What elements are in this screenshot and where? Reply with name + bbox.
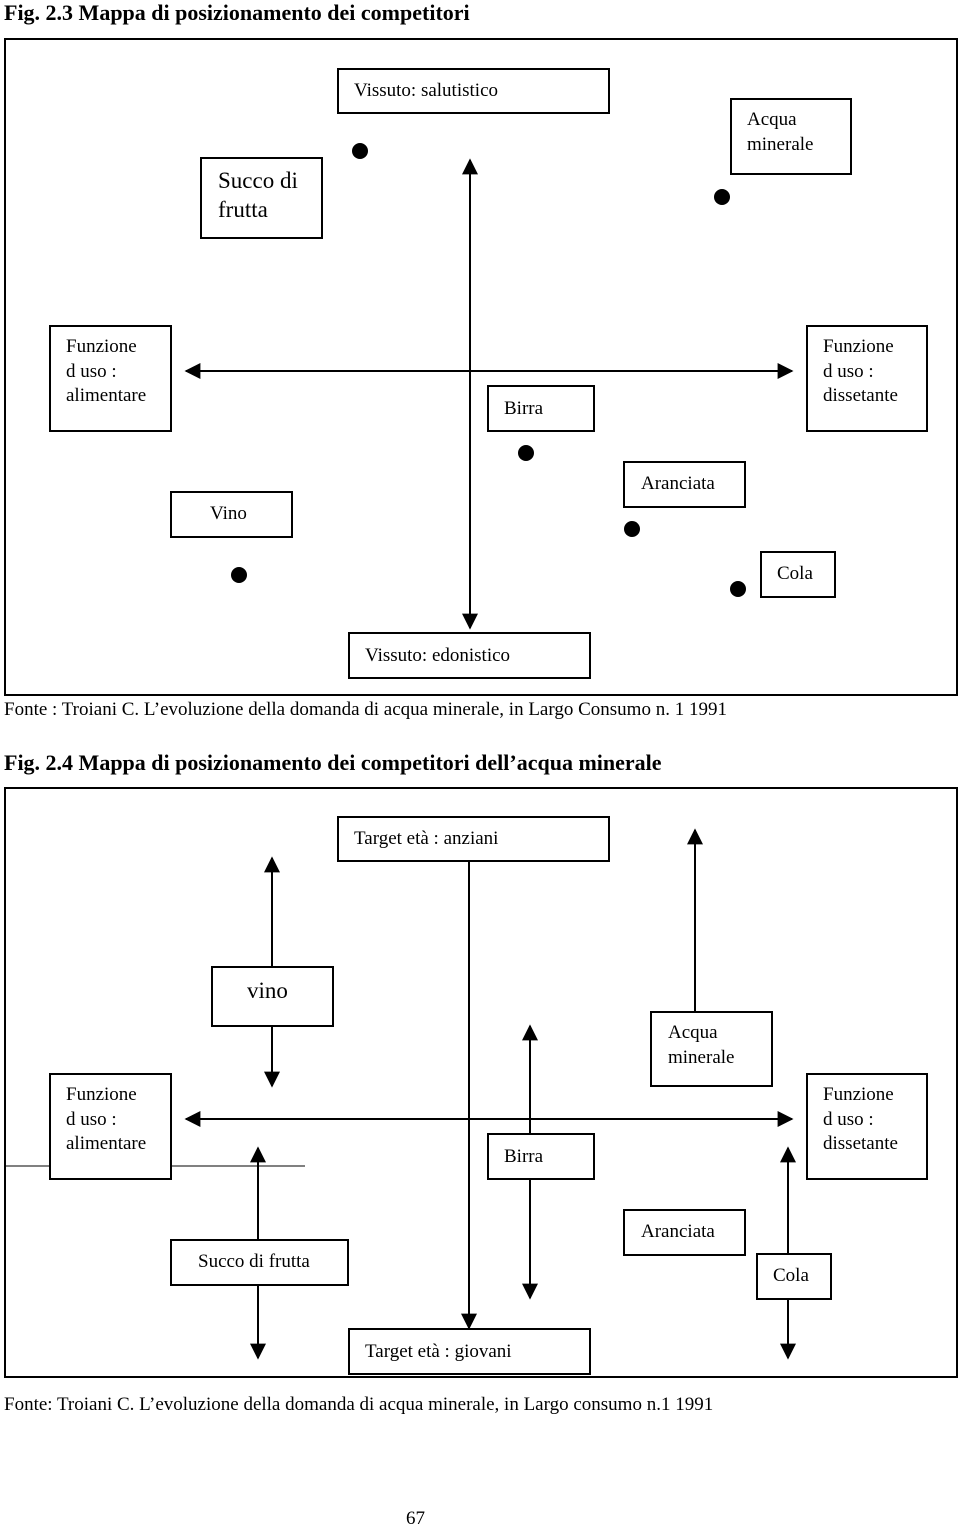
fig1-product-birra-label: Birra bbox=[504, 398, 544, 419]
fig1-axis-left-line2: d uso : bbox=[66, 360, 117, 382]
fig1-axis-right-box bbox=[806, 325, 928, 432]
fig2-product-cola-label: Cola bbox=[773, 1265, 809, 1286]
fig2-product-vino-label: vino bbox=[247, 978, 288, 1003]
fig2-axis-bottom-box bbox=[348, 1328, 591, 1375]
fig2-axis-right-line3: dissetante bbox=[823, 1133, 898, 1155]
fig2-axis-bottom-label: Target età : giovani bbox=[365, 1341, 512, 1362]
fig2-axis-left-line3: alimentare bbox=[66, 1133, 147, 1155]
fig2-product-acqua-box bbox=[650, 1011, 773, 1087]
fig2-product-acqua-line1: Acqua bbox=[668, 1022, 718, 1043]
fig1-product-succo-line1: Succo di bbox=[218, 168, 298, 193]
fig1-dot-birra bbox=[518, 445, 534, 461]
fig2-axis-right-box bbox=[806, 1073, 928, 1180]
fig1-axis-right-line3: dissetante bbox=[823, 385, 898, 407]
fig2-axis-top-box bbox=[337, 816, 610, 862]
fig1-axis-bottom-box bbox=[348, 632, 591, 679]
fig1-product-aranciata-label: Aranciata bbox=[641, 473, 715, 494]
fig1-product-birra-box bbox=[487, 385, 595, 432]
fig1-product-succo-box bbox=[200, 157, 323, 239]
fig1-product-vino-box bbox=[170, 491, 293, 538]
fig1-product-succo-line2: frutta bbox=[218, 196, 268, 222]
fig2-product-aranciata-label: Aranciata bbox=[641, 1221, 715, 1242]
fig1-product-cola-box bbox=[760, 551, 836, 598]
page-number: 67 bbox=[406, 1508, 425, 1529]
fig1-dot-succo bbox=[352, 143, 368, 159]
fig1-axis-left-line1: Funzione bbox=[66, 336, 137, 357]
fig2-axis-left-line1: Funzione bbox=[66, 1084, 137, 1105]
fig1-product-acqua-box bbox=[730, 98, 852, 175]
fig2-product-aranciata-box bbox=[623, 1209, 746, 1256]
fig2-product-succo-box bbox=[170, 1239, 349, 1286]
fig1-dot-vino bbox=[231, 567, 247, 583]
fig2-product-cola-box bbox=[756, 1253, 832, 1300]
fig2-axis-left-box bbox=[49, 1073, 172, 1180]
fig1-product-acqua-line1: Acqua bbox=[747, 109, 797, 130]
fig1-product-vino-label: Vino bbox=[210, 503, 247, 524]
fig2-title: Fig. 2.4 Mappa di posizionamento dei competitori dell’acqua minerale bbox=[4, 750, 662, 775]
fig2-product-acqua-line2: minerale bbox=[668, 1046, 735, 1068]
fig1-source: Fonte : Troiani C. L’evoluzione della domanda di acqua minerale, in Largo Consumo n. 1 1991 bbox=[4, 699, 727, 720]
fig1-dot-aranciata bbox=[624, 521, 640, 537]
fig1-axis-top-label: Vissuto: salutistico bbox=[354, 80, 499, 101]
fig1-axis-top-box bbox=[337, 68, 610, 114]
fig2-axis-right-line1: Funzione bbox=[823, 1084, 894, 1105]
fig1-dot-cola bbox=[730, 581, 746, 597]
fig2-product-birra-box bbox=[487, 1133, 595, 1180]
fig1-dot-acqua bbox=[714, 189, 730, 205]
fig2-product-succo-label: Succo di frutta bbox=[198, 1251, 310, 1272]
fig1-axis-left-line3: alimentare bbox=[66, 385, 147, 407]
fig2-axis-right-line2: d uso : bbox=[823, 1108, 874, 1130]
fig1-axis-right-line2: d uso : bbox=[823, 360, 874, 382]
fig2-product-vino-box bbox=[211, 966, 334, 1027]
fig2-axis-top-label: Target età : anziani bbox=[354, 828, 499, 849]
fig1-product-aranciata-box bbox=[623, 461, 746, 508]
fig1-axis-right-line1: Funzione bbox=[823, 336, 894, 357]
fig2-source: Fonte: Troiani C. L’evoluzione della domanda di acqua minerale, in Largo consumo n.1 1991 bbox=[4, 1394, 714, 1415]
fig1-axis-left-box bbox=[49, 325, 172, 432]
fig1-axis-bottom-label: Vissuto: edonistico bbox=[365, 645, 511, 666]
fig1-product-acqua-line2: minerale bbox=[747, 133, 814, 155]
fig2-product-birra-label: Birra bbox=[504, 1146, 544, 1167]
fig2-axis-left-line2: d uso : bbox=[66, 1108, 117, 1130]
fig1-product-cola-label: Cola bbox=[777, 563, 813, 584]
fig1-title: Fig. 2.3 Mappa di posizionamento dei competitori bbox=[4, 0, 470, 25]
